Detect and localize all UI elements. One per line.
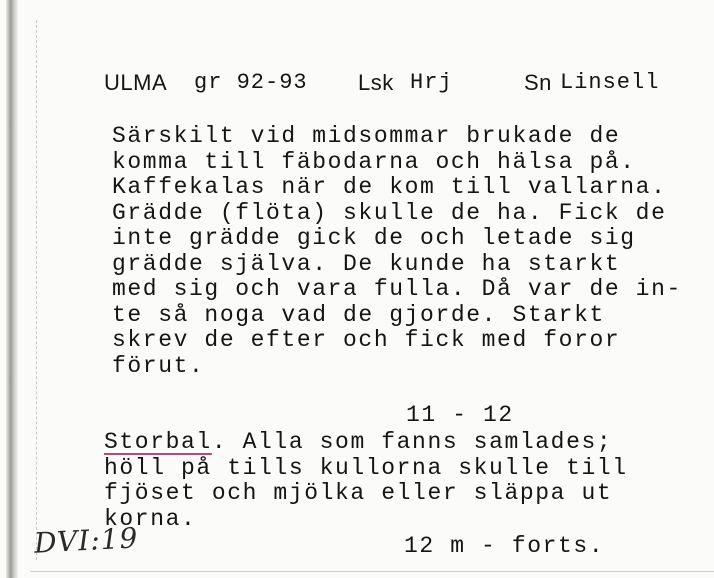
section-heading: Storbal	[104, 429, 212, 455]
landskap-value: Hrj	[410, 70, 453, 95]
text-block-1	[112, 124, 682, 379]
socken-value: Linsell	[560, 70, 660, 95]
text-line: korna.	[104, 505, 197, 532]
text-line: te så noga vad de gjorde. Starkt	[112, 301, 605, 328]
continuation-note: 12 m - forts.	[404, 533, 605, 559]
card-header	[0, 70, 714, 110]
text-line: inte grädde gick de och letade sig	[112, 225, 636, 251]
bottom-border	[30, 571, 714, 572]
text-line: höll på tills kullorna skulle till	[104, 454, 628, 481]
text-line	[104, 430, 628, 456]
landskap-label: Lsk	[358, 70, 394, 95]
text-line: Särskilt vid midsommar brukade de	[112, 123, 621, 149]
text-line: förut.	[112, 352, 205, 379]
socken-label: Sn	[524, 70, 552, 95]
text-line: med sig och vara fulla. Då var de in-	[112, 276, 682, 302]
text-line: grädde själva. De kunde ha starkt	[112, 250, 621, 277]
page-reference: 11 - 12	[406, 402, 514, 428]
text-line: Kaffekalas när de kom till vallarna.	[112, 174, 667, 200]
archive-name: ULMA	[104, 70, 168, 95]
text-line-rest: . Alla som fanns samlades;	[211, 429, 613, 455]
text-line: fjöset och mjölka eller släppa ut	[104, 480, 613, 506]
handwritten-signature: DVI:19	[33, 521, 140, 560]
archive-number: gr 92-93	[194, 70, 308, 95]
text-line: komma till fäbodarna och hälsa på.	[112, 148, 636, 175]
text-line: Grädde (flöta) skulle de ha. Fick de	[112, 199, 667, 226]
text-block-2	[104, 430, 628, 532]
text-line: skrev de efter och fick med foror	[112, 327, 621, 353]
